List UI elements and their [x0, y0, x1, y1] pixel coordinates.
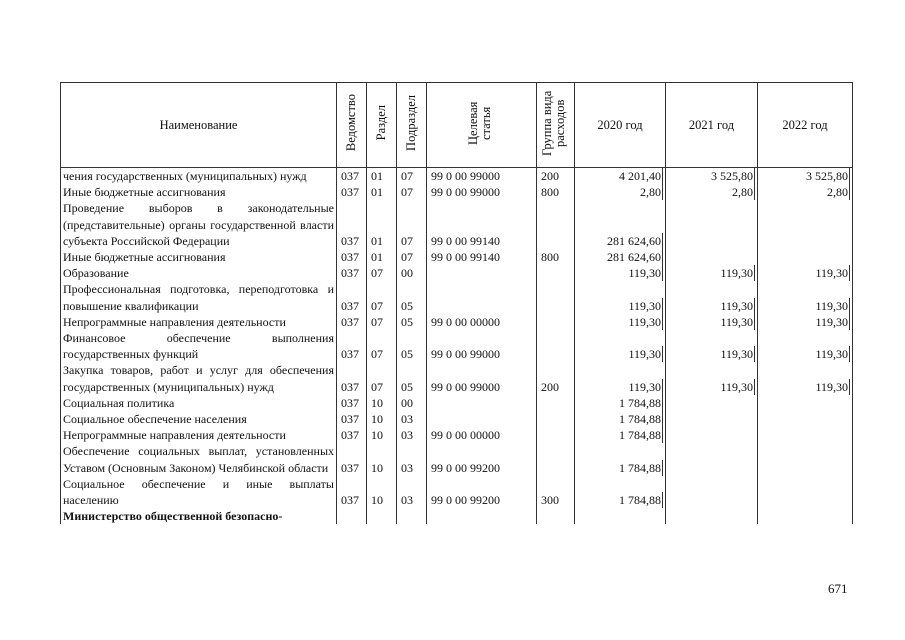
- cell-2022: 119,30: [758, 314, 853, 330]
- cell-2021: [666, 427, 758, 443]
- cell-vedomstvo: 037: [337, 362, 367, 394]
- cell-2020: 119,30: [575, 281, 666, 313]
- cell-celevaya-statya: 99 0 00 99000: [427, 168, 537, 185]
- cell-2020: 281 624,60: [575, 200, 666, 249]
- cell-2022: [758, 443, 853, 475]
- cell-razdel: 07: [367, 314, 397, 330]
- cell-gruppa: [537, 265, 575, 281]
- cell-razdel: 01: [367, 200, 397, 249]
- cell-celevaya-statya: 99 0 00 00000: [427, 314, 537, 330]
- cell-celevaya-statya: 99 0 00 99140: [427, 249, 537, 265]
- cell-vedomstvo: 037: [337, 249, 367, 265]
- header-2021: 2021 год: [666, 83, 758, 168]
- cell-2021: [666, 395, 758, 411]
- cell-name: Социальная политика: [61, 395, 337, 411]
- cell-2020: 119,30: [575, 314, 666, 330]
- cell-celevaya-statya: [427, 395, 537, 411]
- cell-2021: 119,30: [666, 314, 758, 330]
- cell-2022: 119,30: [758, 281, 853, 313]
- header-vedomstvo: Ведомство: [337, 83, 367, 168]
- cell-2020: 2,80: [575, 184, 666, 200]
- cell-vedomstvo: 037: [337, 314, 367, 330]
- cell-celevaya-statya: 99 0 00 99200: [427, 443, 537, 475]
- cell-razdel: 07: [367, 362, 397, 394]
- header-razdel: Раздел: [367, 83, 397, 168]
- cell-razdel: 01: [367, 168, 397, 185]
- cell-2022: 119,30: [758, 330, 853, 362]
- cell-name: Иные бюджетные ассигнования: [61, 249, 337, 265]
- table-row: [61, 411, 853, 427]
- table-row: [61, 427, 853, 443]
- cell-name: Финансовое обеспечение выполнения государственных функций: [61, 330, 337, 362]
- cell-vedomstvo: 037: [337, 265, 367, 281]
- page-number: 671: [828, 581, 848, 596]
- table-row: [61, 184, 853, 200]
- cell-2020: 119,30: [575, 265, 666, 281]
- cell-name: Проведение выборов в законодательные (представительные) органы государственной власти субъекта Российской Федерации: [61, 200, 337, 249]
- table-body: [61, 168, 853, 525]
- cell-podrazdel: 05: [397, 362, 427, 394]
- cell-vedomstvo: 037: [337, 330, 367, 362]
- cell-vedomstvo: [337, 508, 367, 524]
- cell-2022: 119,30: [758, 362, 853, 394]
- cell-name: Социальное обеспечение и иные выплаты населению: [61, 476, 337, 508]
- cell-vedomstvo: 037: [337, 395, 367, 411]
- cell-celevaya-statya: 99 0 00 99000: [427, 184, 537, 200]
- cell-2022: [758, 249, 853, 265]
- cell-gruppa: 200: [537, 362, 575, 394]
- cell-gruppa: [537, 395, 575, 411]
- cell-razdel: 07: [367, 265, 397, 281]
- table-row: [61, 443, 853, 475]
- cell-2020: [575, 508, 666, 524]
- cell-podrazdel: 03: [397, 427, 427, 443]
- cell-vedomstvo: 037: [337, 200, 367, 249]
- cell-2021: [666, 508, 758, 524]
- cell-celevaya-statya: 99 0 00 00000: [427, 427, 537, 443]
- cell-2021: [666, 411, 758, 427]
- cell-2022: [758, 200, 853, 249]
- cell-2020: 1 784,88: [575, 443, 666, 475]
- cell-2022: [758, 427, 853, 443]
- cell-gruppa: [537, 281, 575, 313]
- cell-name: Непрограммные направления деятельности: [61, 314, 337, 330]
- cell-vedomstvo: 037: [337, 184, 367, 200]
- cell-gruppa: [537, 314, 575, 330]
- cell-2020: 119,30: [575, 330, 666, 362]
- cell-podrazdel: 05: [397, 314, 427, 330]
- cell-razdel: 07: [367, 281, 397, 313]
- cell-gruppa: [537, 411, 575, 427]
- cell-gruppa: [537, 427, 575, 443]
- cell-razdel: 10: [367, 411, 397, 427]
- cell-2021: 119,30: [666, 362, 758, 394]
- header-podrazdel: Подраздел: [397, 83, 427, 168]
- cell-2020: 1 784,88: [575, 411, 666, 427]
- cell-2020: 4 201,40: [575, 168, 666, 185]
- cell-celevaya-statya: [427, 508, 537, 524]
- cell-name: Непрограммные направления деятельности: [61, 427, 337, 443]
- cell-2021: 3 525,80: [666, 168, 758, 185]
- cell-celevaya-statya: 99 0 00 99140: [427, 200, 537, 249]
- cell-name: Социальное обеспечение населения: [61, 411, 337, 427]
- cell-razdel: 01: [367, 184, 397, 200]
- cell-podrazdel: 03: [397, 443, 427, 475]
- cell-name: Министерство общественной безопасно-: [61, 508, 337, 524]
- cell-razdel: 10: [367, 427, 397, 443]
- cell-2022: [758, 395, 853, 411]
- cell-gruppa: 200: [537, 168, 575, 185]
- cell-celevaya-statya: 99 0 00 99000: [427, 362, 537, 394]
- table-row: [61, 265, 853, 281]
- cell-razdel: 10: [367, 443, 397, 475]
- cell-gruppa: [537, 330, 575, 362]
- cell-2021: 119,30: [666, 281, 758, 313]
- cell-name: Закупка товаров, работ и услуг для обеспечения государственных (муниципальных) нужд: [61, 362, 337, 394]
- header-2020: 2020 год: [575, 83, 666, 168]
- cell-razdel: 10: [367, 476, 397, 508]
- cell-name: Образование: [61, 265, 337, 281]
- cell-2020: 281 624,60: [575, 249, 666, 265]
- cell-podrazdel: 07: [397, 168, 427, 185]
- cell-podrazdel: 07: [397, 184, 427, 200]
- cell-razdel: 10: [367, 395, 397, 411]
- cell-gruppa: [537, 200, 575, 249]
- table-row: [61, 200, 853, 249]
- cell-2021: [666, 476, 758, 508]
- cell-vedomstvo: 037: [337, 281, 367, 313]
- cell-2022: 2,80: [758, 184, 853, 200]
- table-row: [61, 249, 853, 265]
- cell-2022: 3 525,80: [758, 168, 853, 185]
- header-gruppa-vida-rashodov: Группа вида расходов: [537, 83, 575, 168]
- cell-2022: [758, 476, 853, 508]
- cell-podrazdel: 05: [397, 281, 427, 313]
- cell-podrazdel: 00: [397, 265, 427, 281]
- cell-celevaya-statya: 99 0 00 99000: [427, 330, 537, 362]
- cell-vedomstvo: 037: [337, 476, 367, 508]
- cell-razdel: 01: [367, 249, 397, 265]
- cell-podrazdel: 03: [397, 411, 427, 427]
- cell-2022: 119,30: [758, 265, 853, 281]
- table-row: [61, 314, 853, 330]
- cell-gruppa: 800: [537, 249, 575, 265]
- cell-gruppa: 300: [537, 476, 575, 508]
- cell-name: Иные бюджетные ассигнования: [61, 184, 337, 200]
- table-row: [61, 330, 853, 362]
- cell-vedomstvo: 037: [337, 411, 367, 427]
- cell-2022: [758, 411, 853, 427]
- cell-name: Профессиональная подготовка, переподготовка и повышение квалификации: [61, 281, 337, 313]
- cell-vedomstvo: 037: [337, 168, 367, 185]
- cell-celevaya-statya: [427, 281, 537, 313]
- table-row: [61, 281, 853, 313]
- header-2022: 2022 год: [758, 83, 853, 168]
- cell-razdel: 07: [367, 330, 397, 362]
- cell-2020: 119,30: [575, 362, 666, 394]
- cell-2020: 1 784,88: [575, 427, 666, 443]
- cell-podrazdel: [397, 508, 427, 524]
- cell-gruppa: [537, 443, 575, 475]
- cell-name: чения государственных (муниципальных) нужд: [61, 168, 337, 185]
- cell-podrazdel: 05: [397, 330, 427, 362]
- table-row: [61, 362, 853, 394]
- header-celevaya-statya: Целевая статья: [427, 83, 537, 168]
- table-header-row: [61, 83, 853, 168]
- cell-2022: [758, 508, 853, 524]
- cell-vedomstvo: 037: [337, 427, 367, 443]
- cell-2020: 1 784,88: [575, 476, 666, 508]
- cell-podrazdel: 03: [397, 476, 427, 508]
- cell-2021: [666, 200, 758, 249]
- cell-2021: 119,30: [666, 265, 758, 281]
- cell-gruppa: [537, 508, 575, 524]
- cell-celevaya-statya: [427, 265, 537, 281]
- cell-razdel: [367, 508, 397, 524]
- cell-podrazdel: 07: [397, 249, 427, 265]
- table-row: [61, 168, 853, 185]
- cell-celevaya-statya: 99 0 00 99200: [427, 476, 537, 508]
- cell-name: Обеспечение социальных выплат, установленных Уставом (Основным Законом) Челябинской области: [61, 443, 337, 475]
- header-name: Наименование: [61, 83, 337, 168]
- cell-podrazdel: 00: [397, 395, 427, 411]
- budget-table: [60, 82, 853, 524]
- cell-2021: 2,80: [666, 184, 758, 200]
- cell-podrazdel: 07: [397, 200, 427, 249]
- table-row: [61, 508, 853, 524]
- cell-2021: [666, 249, 758, 265]
- cell-vedomstvo: 037: [337, 443, 367, 475]
- table-row: [61, 476, 853, 508]
- table-row: [61, 395, 853, 411]
- cell-celevaya-statya: [427, 411, 537, 427]
- cell-2021: 119,30: [666, 330, 758, 362]
- cell-2021: [666, 443, 758, 475]
- cell-gruppa: 800: [537, 184, 575, 200]
- cell-2020: 1 784,88: [575, 395, 666, 411]
